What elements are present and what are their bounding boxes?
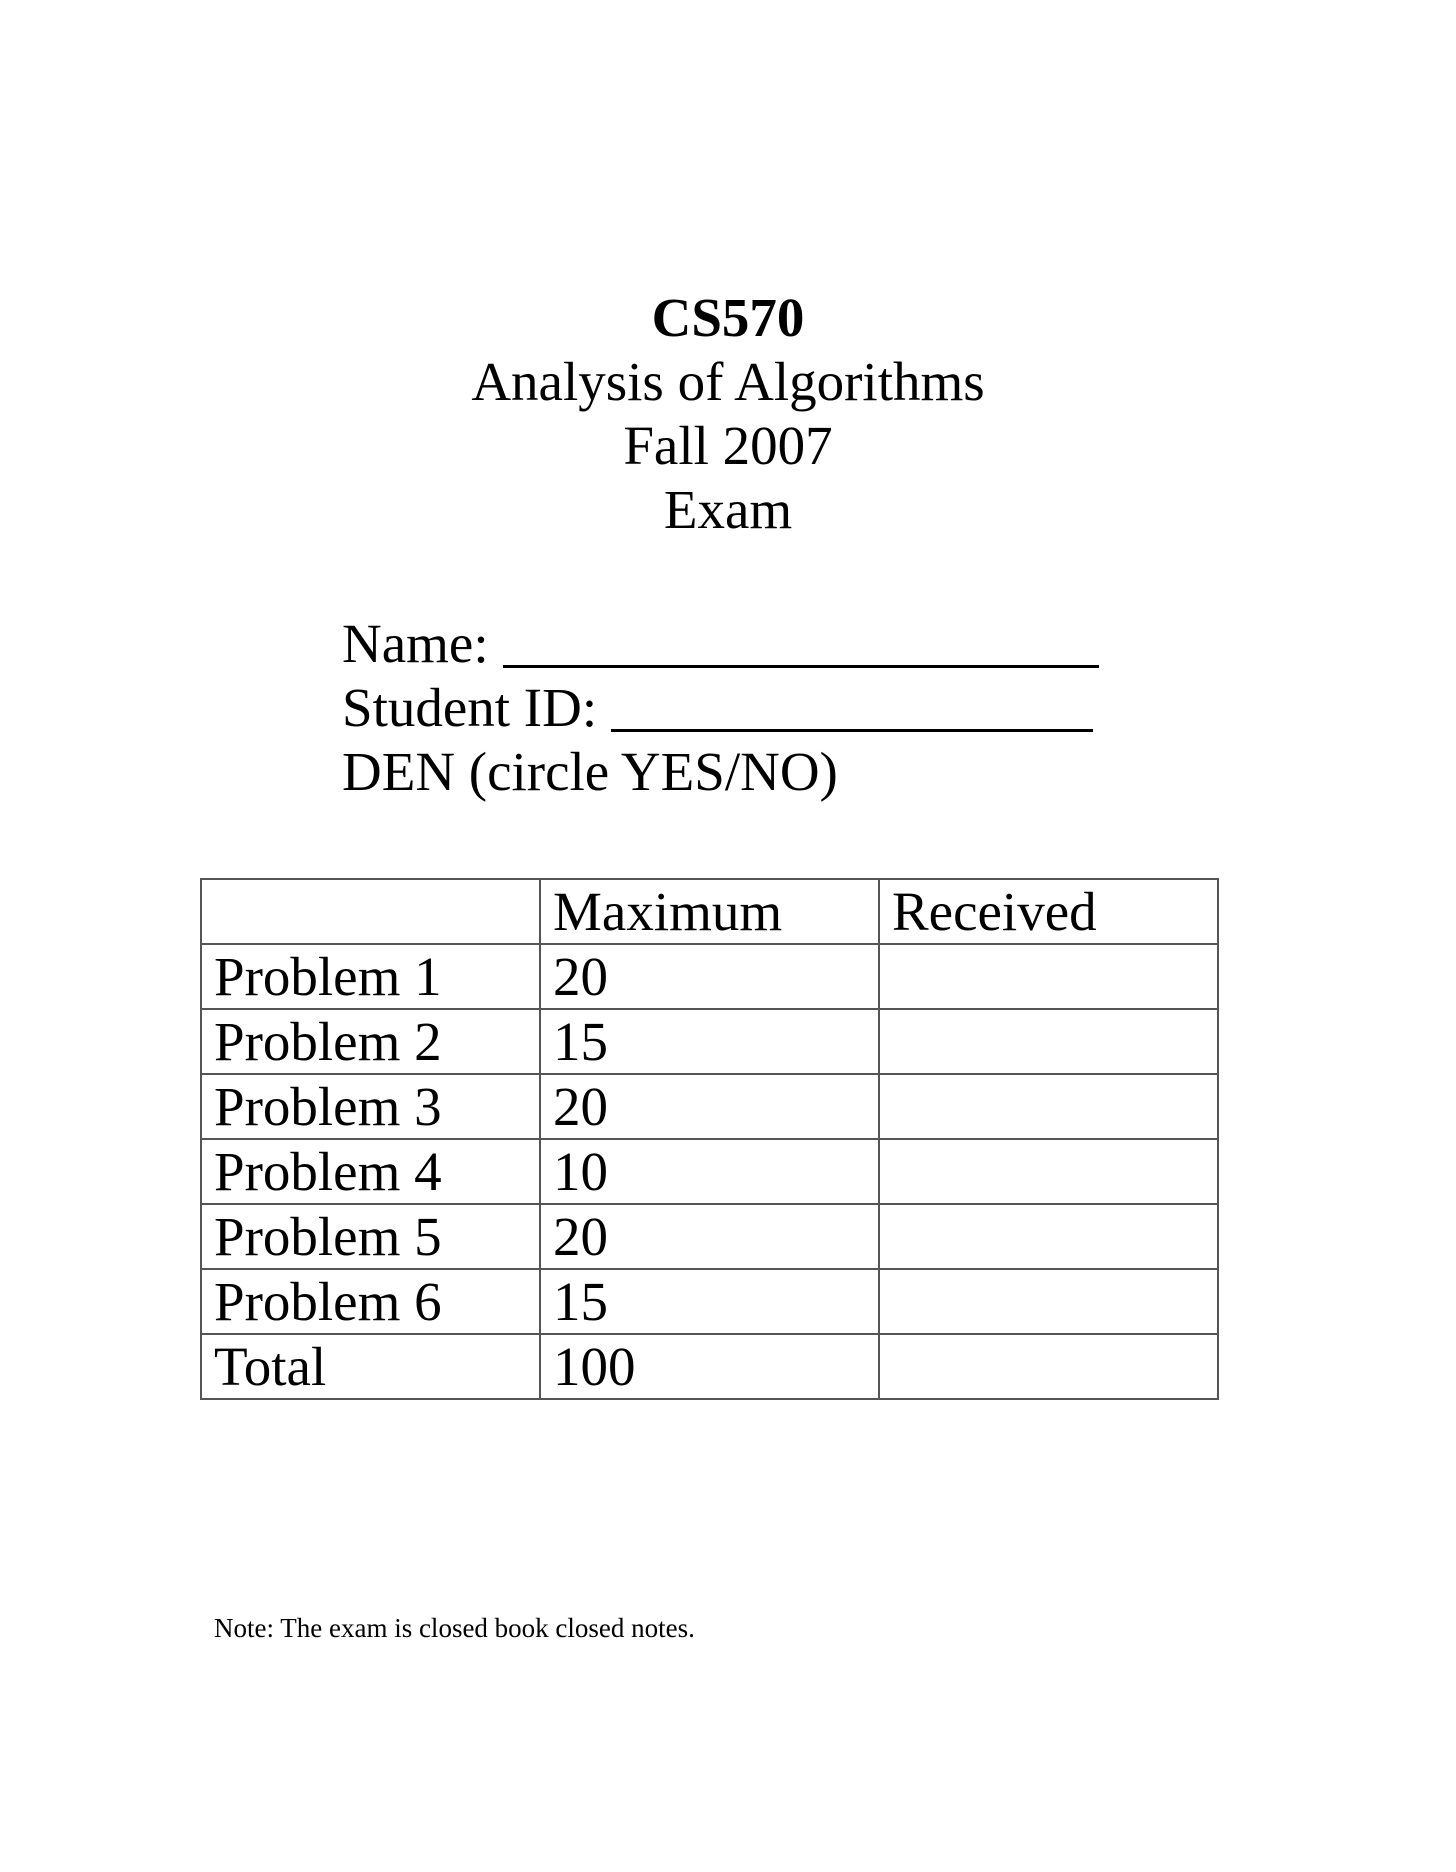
name-row: [342, 612, 1099, 676]
row-received[interactable]: [879, 1269, 1218, 1334]
exam-note: Note: The exam is closed book closed notes.: [214, 1613, 695, 1643]
student-id-row: [342, 676, 1099, 740]
row-label: Total: [201, 1334, 540, 1399]
row-received[interactable]: [879, 1334, 1218, 1399]
header-cell-maximum: Maximum: [540, 879, 879, 944]
term: Fall 2007: [623, 415, 833, 476]
row-maximum: 100: [540, 1334, 879, 1399]
row-label: Problem 5: [201, 1204, 540, 1269]
row-label: Problem 2: [201, 1009, 540, 1074]
table-row: [201, 1204, 1218, 1269]
den-row: [342, 740, 1099, 804]
exam-label: Exam: [663, 479, 793, 540]
grade-table: [200, 878, 1219, 1400]
exam-header: [0, 286, 1456, 542]
header-cell-blank: [201, 879, 540, 944]
student-info: [342, 612, 1099, 804]
course-title: Analysis of Algorithms: [471, 351, 985, 412]
table-row-total: [201, 1334, 1218, 1399]
name-label: Name:: [342, 613, 489, 674]
row-maximum: 15: [540, 1009, 879, 1074]
row-maximum: 15: [540, 1269, 879, 1334]
student-id-label: Student ID:: [342, 677, 598, 738]
name-blank[interactable]: [503, 664, 1099, 668]
table-row: [201, 1139, 1218, 1204]
den-label: DEN (circle YES/NO): [342, 741, 838, 802]
row-label: Problem 6: [201, 1269, 540, 1334]
course-code: CS570: [651, 287, 805, 348]
student-id-blank[interactable]: [611, 728, 1093, 732]
table-row: [201, 1009, 1218, 1074]
table-row: [201, 1074, 1218, 1139]
row-received[interactable]: [879, 1139, 1218, 1204]
row-label: Problem 3: [201, 1074, 540, 1139]
row-maximum: 20: [540, 1074, 879, 1139]
table-header-row: [201, 879, 1218, 944]
row-maximum: 20: [540, 944, 879, 1009]
row-received[interactable]: [879, 1204, 1218, 1269]
row-label: Problem 1: [201, 944, 540, 1009]
row-received[interactable]: [879, 1009, 1218, 1074]
row-received[interactable]: [879, 1074, 1218, 1139]
row-received[interactable]: [879, 944, 1218, 1009]
row-label: Problem 4: [201, 1139, 540, 1204]
header-cell-received: Received: [879, 879, 1218, 944]
row-maximum: 10: [540, 1139, 879, 1204]
table-row: [201, 944, 1218, 1009]
table-row: [201, 1269, 1218, 1334]
row-maximum: 20: [540, 1204, 879, 1269]
